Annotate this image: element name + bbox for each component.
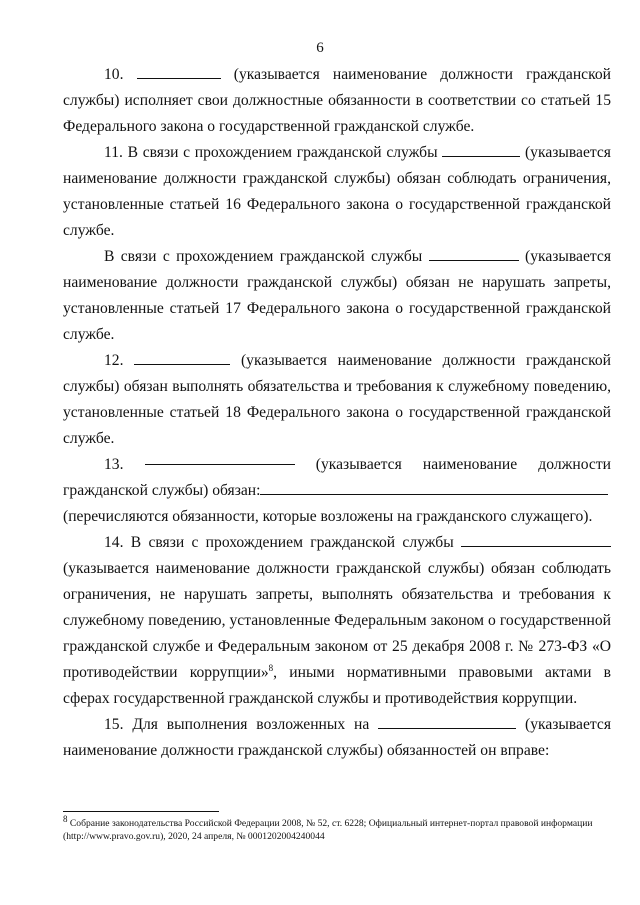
paragraph-14: [63, 530, 611, 712]
paragraph-15-text: (указывается наименование должности гражданской службы) обязанностей он вправе:: [63, 716, 611, 759]
paragraph-12-text: (указывается наименование должности гражданской службы) обязан выполнять обязательства и требования к служебному поведению, установленные статьей 18 Федерального закона о государственной гражданской службе.: [63, 352, 611, 447]
blank-line: [145, 452, 295, 465]
paragraph-11-lead: 11. В связи с прохождением гражданской службы: [104, 144, 438, 161]
footnote-text: Собрание законодательства Российской Федерации 2008, № 52, ст. 6228; Официальный интернет-портал правовой информации (http://www.pravo.gov.ru), 2020, 24 апреля, № 0001202004240044: [63, 818, 593, 842]
footnote: [63, 813, 611, 843]
paragraph-11-continued: [63, 244, 611, 348]
blank-line: [378, 716, 516, 729]
blank-line: [429, 248, 519, 261]
paragraph-13-text: гражданской службы) обязан:: [63, 482, 261, 499]
paragraph-13-word-1: (указывается: [315, 456, 402, 473]
page-number: 6: [316, 40, 324, 56]
footnote-reference[interactable]: 8: [268, 662, 274, 673]
paragraph-13-number: 13.: [104, 456, 124, 473]
blank-line: [137, 66, 221, 79]
blank-line: [442, 144, 520, 157]
blank-line: [260, 482, 608, 495]
paragraph-12: [63, 348, 611, 452]
paragraph-13-word-3: должности: [538, 456, 611, 473]
footnote-separator: [63, 811, 219, 812]
paragraph-13-first-line: [63, 452, 611, 478]
paragraph-13-second-line: [63, 478, 611, 504]
paragraph-15: [63, 712, 611, 764]
paragraph-10: [63, 62, 611, 140]
paragraph-10-text: (указывается наименование должности гражданской службы) исполняет свои должностные обязанности в соответствии со статьей 15 Федерального закона о государственной гражданской службе.: [63, 66, 612, 135]
paragraph-12-number: 12.: [104, 352, 124, 369]
paragraph-11-text: (указывается наименование должности гражданской службы) обязан соблюдать ограничения, установленные статьей 16 Федерального закона о государственной гражданской службе.: [63, 144, 611, 239]
paragraph-10-number: 10.: [104, 66, 124, 83]
paragraph-11: [63, 140, 611, 244]
footnote-mark: 8: [63, 813, 68, 824]
blank-line: [134, 352, 230, 365]
paragraph-13-word-2: наименование: [422, 456, 518, 473]
paragraph-11-continued-lead: В связи с прохождением гражданской службы: [104, 248, 423, 265]
paragraph-15-lead: 15. Для выполнения возложенных на: [104, 716, 370, 733]
paragraph-14-lead: 14. В связи с прохождением гражданской службы: [104, 534, 454, 551]
paragraph-11-continued-text: (указывается наименование должности гражданской службы) обязан не нарушать запреты, установленные статьей 17 Федерального закона о государственной гражданской службе.: [63, 248, 611, 343]
paragraph-13-note: [63, 504, 611, 530]
paragraph-14-text-end: , иными нормативными правовыми актами в сферах государственной гражданской службы и противодействия коррупции.: [63, 664, 612, 707]
document-body: [63, 62, 611, 764]
paragraph-14-text: (указывается наименование должности гражданской службы) обязан соблюдать ограничения, не нарушать запреты, выполнять обязательства и требования к служебному поведению, установленные Федеральным законом о государственной гражданской службе и Федеральным законом от 25 декабря 2008 г. № 273-ФЗ «О противодействии коррупции»: [63, 560, 611, 681]
blank-line: [461, 534, 611, 547]
paragraph-13-note-text: (перечисляются обязанности, которые возложены на гражданского служащего).: [63, 508, 593, 525]
